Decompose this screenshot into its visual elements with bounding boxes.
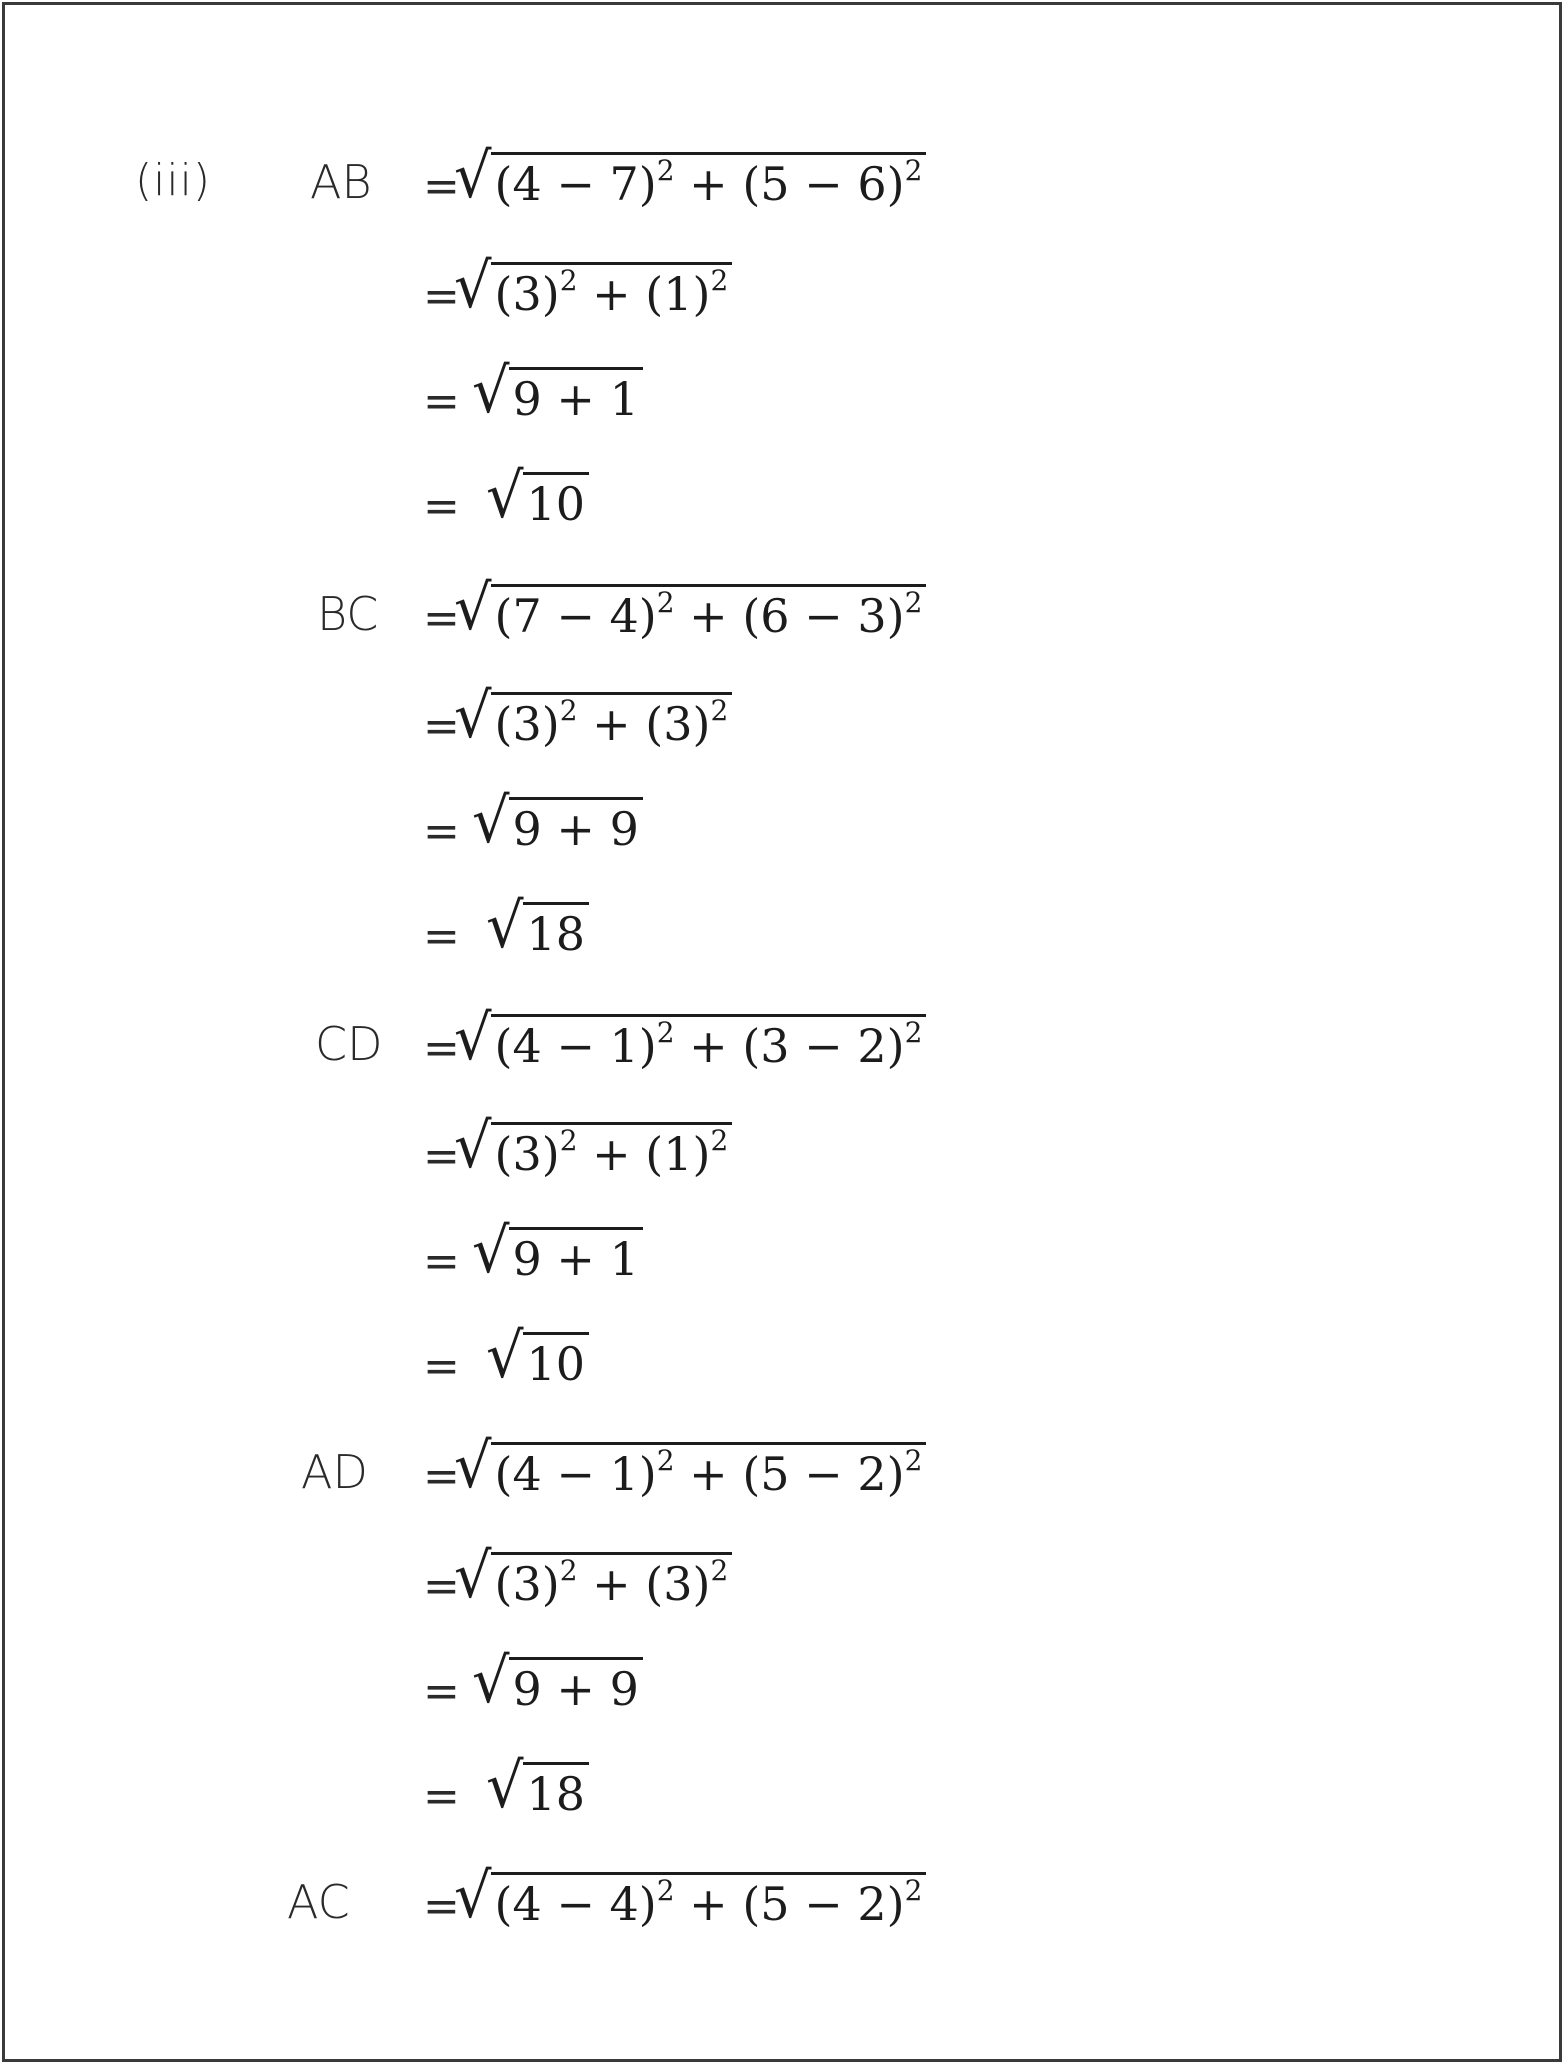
radicand <box>509 1227 643 1286</box>
exponent: 2 <box>710 694 729 727</box>
exponent: 2 <box>904 154 923 187</box>
square-root-sign: √ <box>471 1214 510 1287</box>
term: + (5 − 6) <box>674 157 905 211</box>
term: (3) <box>494 267 560 321</box>
term: (4 − 7) <box>494 157 657 211</box>
radicand <box>491 1014 927 1073</box>
term: (4 − 1) <box>494 1019 657 1073</box>
term: (3) <box>494 697 560 751</box>
radicand <box>523 1762 590 1821</box>
radical-expression <box>453 1109 732 1182</box>
term: (3) <box>494 1127 560 1181</box>
term: 9 + 1 <box>512 372 639 426</box>
exponent: 2 <box>904 1444 923 1477</box>
square-root-sign: √ <box>485 459 524 532</box>
document-page <box>2 2 1562 2062</box>
term: (3) <box>494 1557 560 1611</box>
exponent: 2 <box>710 1554 729 1587</box>
equals-sign: = <box>423 1023 460 1074</box>
equals-sign: = <box>423 376 460 427</box>
radical-expression <box>453 1001 926 1074</box>
square-root-sign: √ <box>453 1859 492 1932</box>
exponent: 2 <box>904 1874 923 1907</box>
radicand <box>491 692 733 751</box>
radical-expression <box>453 1859 926 1932</box>
square-root-sign: √ <box>471 784 510 857</box>
exponent: 2 <box>656 1444 675 1477</box>
radical-expression <box>485 459 589 532</box>
equals-sign: = <box>423 271 460 322</box>
term: (4 − 4) <box>494 1877 657 1931</box>
radical-expression <box>485 1749 589 1822</box>
term: 10 <box>526 477 586 531</box>
square-root-sign: √ <box>485 1319 524 1392</box>
square-root-sign: √ <box>453 1539 492 1612</box>
equals-sign: = <box>423 1451 460 1502</box>
radicand <box>491 584 927 643</box>
segment-label: AC <box>287 1875 350 1929</box>
equals-sign: = <box>423 1561 460 1612</box>
radical-expression <box>453 139 926 212</box>
exponent: 2 <box>710 264 729 297</box>
square-root-sign: √ <box>453 571 492 644</box>
square-root-sign: √ <box>453 1429 492 1502</box>
radicand <box>523 1332 590 1391</box>
square-root-sign: √ <box>471 1644 510 1717</box>
term: (4 − 1) <box>494 1447 657 1501</box>
term: 9 + 1 <box>512 1232 639 1286</box>
radical-expression <box>471 354 643 427</box>
term: + (3) <box>577 697 711 751</box>
radicand <box>491 262 733 321</box>
radicand <box>509 797 643 856</box>
radical-expression <box>453 679 732 752</box>
segment-label: AB <box>310 155 372 209</box>
radical-expression <box>485 889 589 962</box>
exponent: 2 <box>656 154 675 187</box>
segment-label: CD <box>315 1017 383 1071</box>
term: 18 <box>526 907 586 961</box>
exponent: 2 <box>656 586 675 619</box>
exponent: 2 <box>904 586 923 619</box>
term: 10 <box>526 1337 586 1391</box>
segment-label: BC <box>317 587 379 641</box>
square-root-sign: √ <box>453 1109 492 1182</box>
radicand <box>509 1657 643 1716</box>
exponent: 2 <box>656 1874 675 1907</box>
radicand <box>509 367 643 426</box>
square-root-sign: √ <box>453 1001 492 1074</box>
equals-sign: = <box>423 1236 460 1287</box>
equals-sign: = <box>423 911 460 962</box>
radical-expression <box>453 1539 732 1612</box>
radicand <box>491 1552 733 1611</box>
equals-sign: = <box>423 1131 460 1182</box>
equals-sign: = <box>423 1341 460 1392</box>
term: 18 <box>526 1767 586 1821</box>
term: (7 − 4) <box>494 589 657 643</box>
term: + (1) <box>577 1127 711 1181</box>
radicand <box>491 1122 733 1181</box>
radical-expression <box>453 571 926 644</box>
exponent: 2 <box>656 1016 675 1049</box>
term: + (6 − 3) <box>674 589 905 643</box>
term: 9 + 9 <box>512 802 639 856</box>
radical-expression <box>471 1214 643 1287</box>
exponent: 2 <box>559 1124 578 1157</box>
radical-expression <box>471 784 643 857</box>
term: + (5 − 2) <box>674 1877 905 1931</box>
square-root-sign: √ <box>471 354 510 427</box>
radical-expression <box>453 1429 926 1502</box>
radicand <box>523 472 590 531</box>
exponent: 2 <box>559 1554 578 1587</box>
term: + (5 − 2) <box>674 1447 905 1501</box>
equals-sign: = <box>423 1881 460 1932</box>
equals-sign: = <box>423 481 460 532</box>
radical-expression <box>453 249 732 322</box>
square-root-sign: √ <box>453 679 492 752</box>
square-root-sign: √ <box>453 139 492 212</box>
exponent: 2 <box>710 1124 729 1157</box>
exponent: 2 <box>904 1016 923 1049</box>
equals-sign: = <box>423 1666 460 1717</box>
exponent: 2 <box>559 264 578 297</box>
radical-expression <box>471 1644 643 1717</box>
term: + (3 − 2) <box>674 1019 905 1073</box>
radicand <box>491 1872 927 1931</box>
radicand <box>523 902 590 961</box>
square-root-sign: √ <box>485 889 524 962</box>
square-root-sign: √ <box>453 249 492 322</box>
equals-sign: = <box>423 1771 460 1822</box>
term: + (1) <box>577 267 711 321</box>
segment-label: AD <box>301 1445 368 1499</box>
equals-sign: = <box>423 593 460 644</box>
equals-sign: = <box>423 701 460 752</box>
equals-sign: = <box>423 806 460 857</box>
radical-expression <box>485 1319 589 1392</box>
term: 9 + 9 <box>512 1662 639 1716</box>
radicand <box>491 152 927 211</box>
exponent: 2 <box>559 694 578 727</box>
radicand <box>491 1442 927 1501</box>
square-root-sign: √ <box>485 1749 524 1822</box>
equals-sign: = <box>423 161 460 212</box>
term: + (3) <box>577 1557 711 1611</box>
part-label: (iii) <box>135 155 212 206</box>
